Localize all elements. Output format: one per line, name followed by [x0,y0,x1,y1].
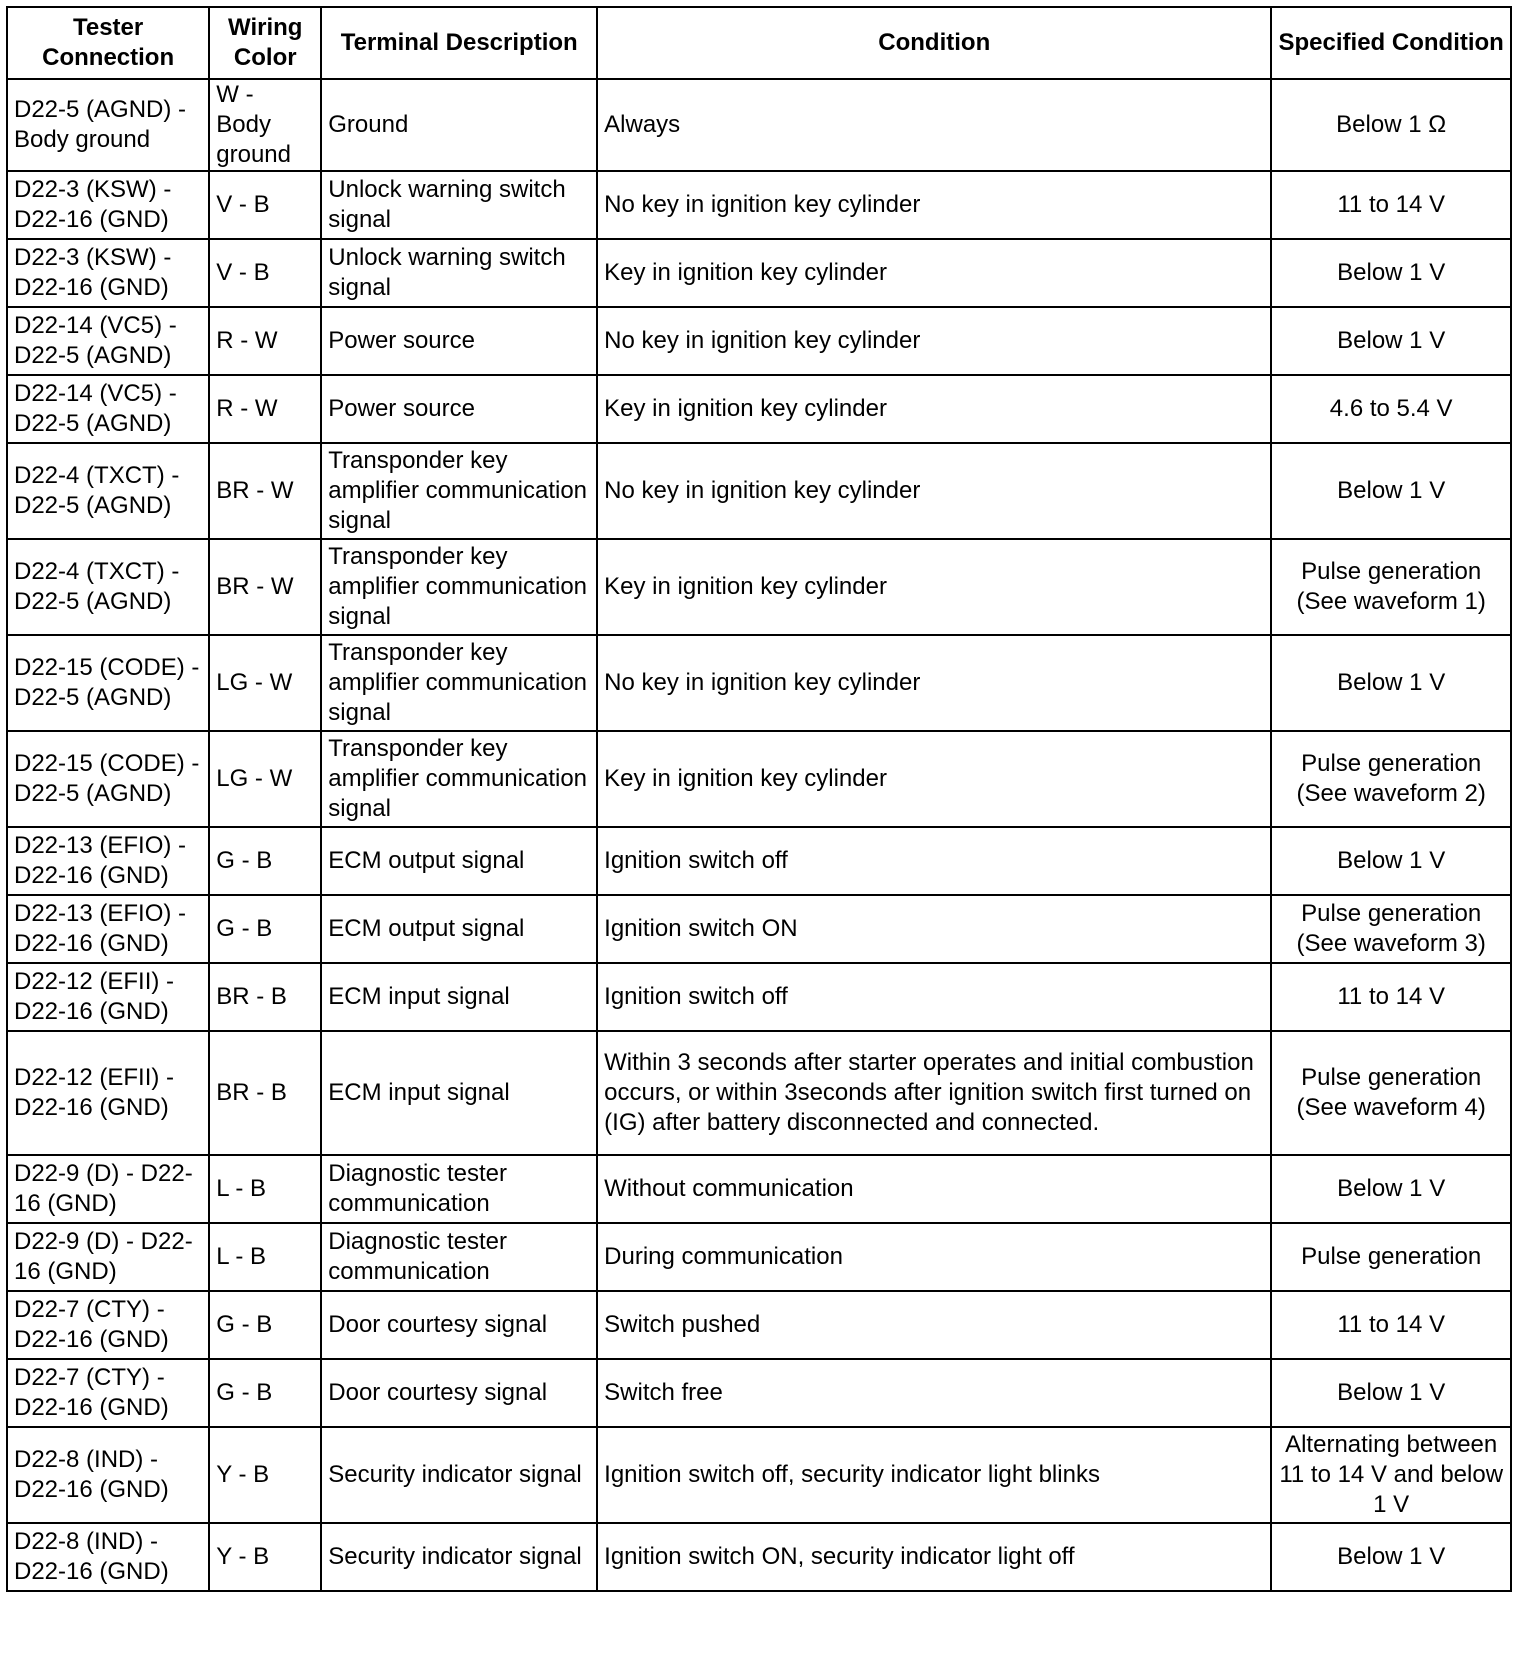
cell-terminal-description: Ground [321,79,597,171]
cell-condition: Switch free [597,1359,1271,1427]
cell-terminal-description: Transponder key amplifier communication signal [321,443,597,539]
table-row [7,827,1511,895]
cell-wiring-color: L - B [209,1223,321,1291]
cell-condition: Ignition switch off [597,827,1271,895]
cell-condition: During communication [597,1223,1271,1291]
table-row [7,1223,1511,1291]
cell-terminal-description: ECM output signal [321,827,597,895]
cell-condition: No key in ignition key cylinder [597,443,1271,539]
cell-terminal-description: Door courtesy signal [321,1291,597,1359]
cell-terminal-description: Transponder key amplifier communication signal [321,635,597,731]
cell-specified-condition: Below 1 V [1271,827,1511,895]
cell-specified-condition: 11 to 14 V [1271,1291,1511,1359]
cell-condition: Key in ignition key cylinder [597,239,1271,307]
header-row [7,7,1511,79]
cell-tester-connection: D22-13 (EFIO) - D22-16 (GND) [7,827,209,895]
cell-specified-condition: Pulse generation (See waveform 1) [1271,539,1511,635]
table-row [7,731,1511,827]
cell-wiring-color: G - B [209,827,321,895]
cell-wiring-color: V - B [209,171,321,239]
cell-wiring-color: R - W [209,307,321,375]
cell-condition: Within 3 seconds after starter operates and initial combustion occurs, or within 3seconds after ignition switch first turned on (IG) after battery disconnected and connected. [597,1031,1271,1155]
cell-condition: Key in ignition key cylinder [597,375,1271,443]
cell-tester-connection: D22-12 (EFII) - D22-16 (GND) [7,1031,209,1155]
cell-condition: Ignition switch off [597,963,1271,1031]
cell-wiring-color: L - B [209,1155,321,1223]
cell-condition: Key in ignition key cylinder [597,731,1271,827]
cell-terminal-description: Unlock warning switch signal [321,171,597,239]
cell-terminal-description: Transponder key amplifier communication signal [321,539,597,635]
cell-condition: No key in ignition key cylinder [597,635,1271,731]
cell-wiring-color: BR - B [209,1031,321,1155]
cell-terminal-description: Power source [321,307,597,375]
table-row [7,635,1511,731]
cell-tester-connection: D22-12 (EFII) - D22-16 (GND) [7,963,209,1031]
table-row [7,1155,1511,1223]
table-header [7,7,1511,79]
cell-condition: Key in ignition key cylinder [597,539,1271,635]
cell-terminal-description: Power source [321,375,597,443]
cell-terminal-description: ECM output signal [321,895,597,963]
cell-specified-condition: Below 1 V [1271,239,1511,307]
cell-terminal-description: Security indicator signal [321,1427,597,1523]
cell-tester-connection: D22-9 (D) - D22-16 (GND) [7,1155,209,1223]
cell-tester-connection: D22-4 (TXCT) - D22-5 (AGND) [7,443,209,539]
cell-tester-connection: D22-15 (CODE) - D22-5 (AGND) [7,731,209,827]
cell-specified-condition: Below 1 V [1271,1155,1511,1223]
cell-wiring-color: BR - W [209,443,321,539]
cell-tester-connection: D22-9 (D) - D22-16 (GND) [7,1223,209,1291]
table-row [7,171,1511,239]
table-row [7,963,1511,1031]
table-row [7,539,1511,635]
table-row [7,895,1511,963]
cell-condition: Without communication [597,1155,1271,1223]
table-row [7,1359,1511,1427]
cell-terminal-description: Diagnostic tester communication [321,1155,597,1223]
table-row [7,1291,1511,1359]
terminal-inspection-table-container [6,6,1512,1592]
cell-terminal-description: Unlock warning switch signal [321,239,597,307]
cell-condition: Ignition switch ON, security indicator light off [597,1523,1271,1591]
cell-specified-condition: 11 to 14 V [1271,963,1511,1031]
cell-condition: Ignition switch ON [597,895,1271,963]
table-row [7,79,1511,171]
cell-wiring-color: LG - W [209,731,321,827]
cell-specified-condition: Below 1 V [1271,1359,1511,1427]
cell-condition: No key in ignition key cylinder [597,171,1271,239]
cell-tester-connection: D22-15 (CODE) - D22-5 (AGND) [7,635,209,731]
cell-wiring-color: G - B [209,1359,321,1427]
cell-wiring-color: V - B [209,239,321,307]
cell-tester-connection: D22-8 (IND) - D22-16 (GND) [7,1523,209,1591]
table-row [7,307,1511,375]
cell-specified-condition: Below 1 V [1271,1523,1511,1591]
header-wiring-color: Wiring Color [209,7,321,79]
table-row [7,1427,1511,1523]
cell-specified-condition: 4.6 to 5.4 V [1271,375,1511,443]
cell-wiring-color: BR - W [209,539,321,635]
cell-terminal-description: Transponder key amplifier communication signal [321,731,597,827]
table-body [7,79,1511,1591]
cell-tester-connection: D22-3 (KSW) - D22-16 (GND) [7,171,209,239]
cell-tester-connection: D22-5 (AGND) - Body ground [7,79,209,171]
cell-specified-condition: Below 1 V [1271,307,1511,375]
cell-tester-connection: D22-7 (CTY) - D22-16 (GND) [7,1291,209,1359]
table-row [7,443,1511,539]
terminal-inspection-table [6,6,1512,1592]
cell-terminal-description: Diagnostic tester communication [321,1223,597,1291]
header-specified-condition: Specified Condition [1271,7,1511,79]
cell-specified-condition: Pulse generation [1271,1223,1511,1291]
header-tester-connection: Tester Connection [7,7,209,79]
cell-specified-condition: Pulse generation (See waveform 2) [1271,731,1511,827]
cell-wiring-color: LG - W [209,635,321,731]
cell-specified-condition: Below 1 Ω [1271,79,1511,171]
cell-tester-connection: D22-14 (VC5) - D22-5 (AGND) [7,375,209,443]
cell-tester-connection: D22-7 (CTY) - D22-16 (GND) [7,1359,209,1427]
cell-wiring-color: G - B [209,1291,321,1359]
table-row [7,1031,1511,1155]
cell-tester-connection: D22-3 (KSW) - D22-16 (GND) [7,239,209,307]
cell-specified-condition: 11 to 14 V [1271,171,1511,239]
cell-wiring-color: G - B [209,895,321,963]
cell-specified-condition: Alternating between 11 to 14 V and below 1 V [1271,1427,1511,1523]
table-row [7,1523,1511,1591]
cell-condition: Always [597,79,1271,171]
cell-terminal-description: Security indicator signal [321,1523,597,1591]
cell-terminal-description: ECM input signal [321,963,597,1031]
table-row [7,375,1511,443]
cell-tester-connection: D22-13 (EFIO) - D22-16 (GND) [7,895,209,963]
table-row [7,239,1511,307]
cell-tester-connection: D22-8 (IND) - D22-16 (GND) [7,1427,209,1523]
cell-specified-condition: Below 1 V [1271,443,1511,539]
cell-condition: No key in ignition key cylinder [597,307,1271,375]
cell-wiring-color: W - Body ground [209,79,321,171]
cell-wiring-color: Y - B [209,1523,321,1591]
cell-condition: Ignition switch off, security indicator light blinks [597,1427,1271,1523]
cell-tester-connection: D22-4 (TXCT) - D22-5 (AGND) [7,539,209,635]
cell-wiring-color: R - W [209,375,321,443]
cell-wiring-color: Y - B [209,1427,321,1523]
cell-terminal-description: Door courtesy signal [321,1359,597,1427]
cell-condition: Switch pushed [597,1291,1271,1359]
header-terminal-description: Terminal Description [321,7,597,79]
cell-wiring-color: BR - B [209,963,321,1031]
cell-specified-condition: Pulse generation (See waveform 3) [1271,895,1511,963]
cell-tester-connection: D22-14 (VC5) - D22-5 (AGND) [7,307,209,375]
cell-terminal-description: ECM input signal [321,1031,597,1155]
cell-specified-condition: Below 1 V [1271,635,1511,731]
header-condition: Condition [597,7,1271,79]
cell-specified-condition: Pulse generation (See waveform 4) [1271,1031,1511,1155]
